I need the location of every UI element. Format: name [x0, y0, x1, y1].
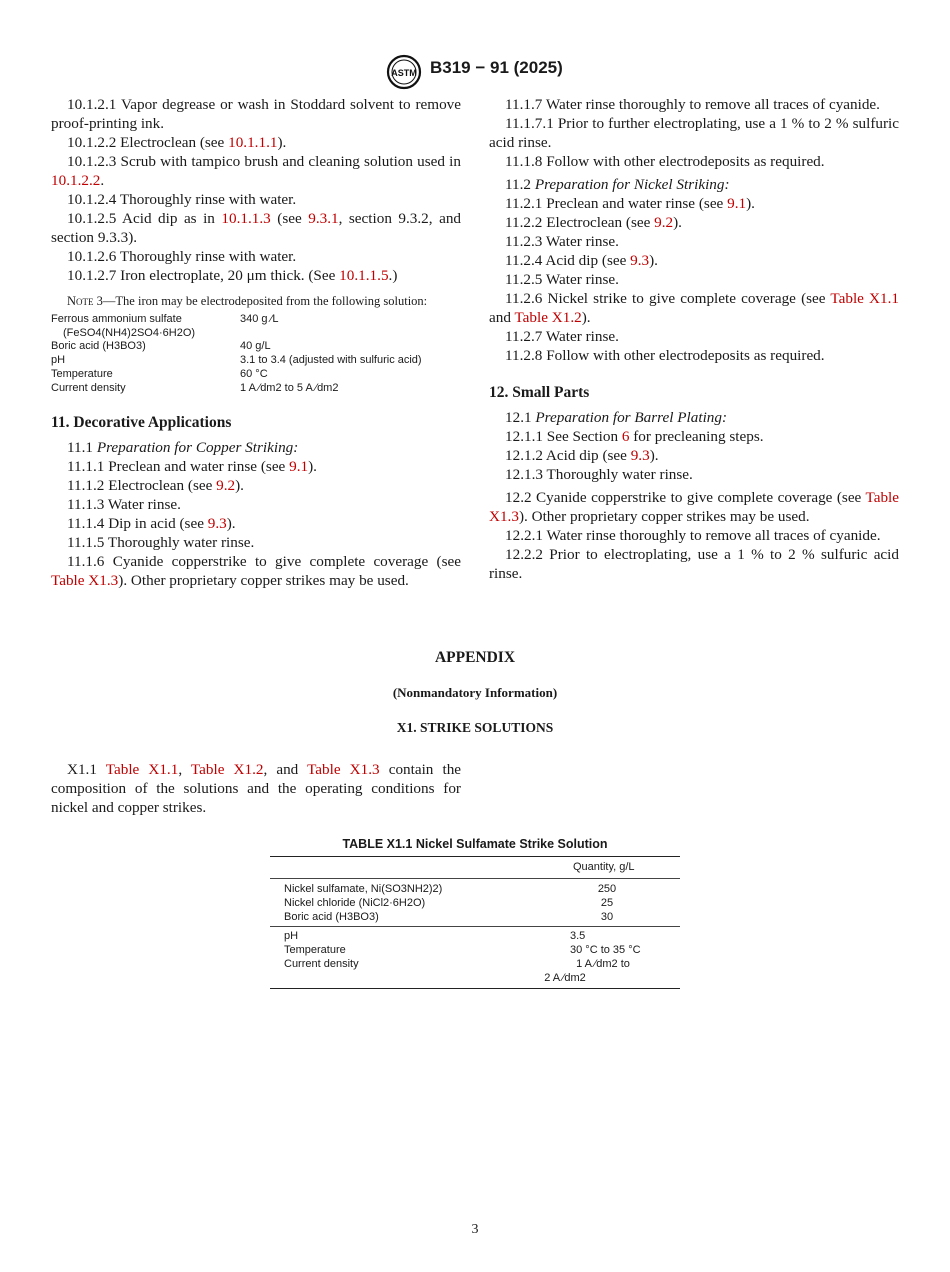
table-row: Temperature 30 °C to 35 °C: [284, 944, 641, 956]
ref-link[interactable]: Table X1.1: [105, 761, 179, 778]
para-x1-1: X1.1 Table X1.1, Table X1.2, and Table X1.3 contain the composition of the solutions and the operating conditions for nickel and copper strikes.: [51, 761, 462, 816]
ref-link[interactable]: 9.1: [727, 195, 747, 212]
table-row: Temperature 60 °C: [51, 367, 268, 380]
table-row: Nickel sulfamate, Ni(SO3NH2)2) 250: [284, 883, 617, 895]
svg-text:ASTM: ASTM: [391, 68, 417, 78]
astm-logo-icon: [386, 54, 422, 90]
ref-link[interactable]: 10.1.1.3: [221, 210, 271, 227]
table-row: Nickel chloride (NiCl2·6H2O) 25: [284, 897, 614, 909]
page-header: [0, 56, 950, 86]
para-11-1-6: 11.1.6 Cyanide copperstrike to give complete coverage (see Table X1.3). Other proprietary copper strikes may be used.: [51, 553, 461, 590]
para-12-2-1: 12.2.1 Water rinse thoroughly to remove all traces of cyanide.: [505, 527, 881, 544]
section-11-heading: 11. Decorative Applications: [51, 414, 232, 432]
para-11-2-1: 11.2.1 Preclean and water rinse (see 9.1).: [505, 195, 755, 212]
para-12-1: 12.1 Preparation for Barrel Plating:: [505, 409, 728, 426]
table-row: Current density 1 A ⁄dm2 to: [284, 958, 630, 970]
para-12-2: 12.2 Cyanide copperstrike to give complete coverage (see Table X1.3). Other proprietary copper strikes may be used.: [489, 489, 899, 525]
document-id: B319 − 91 (2025): [430, 58, 563, 77]
ref-link[interactable]: 9.1: [289, 458, 309, 476]
ref-link[interactable]: Table X1.2: [190, 761, 264, 778]
ref-link[interactable]: 10.1.2.2: [51, 172, 101, 189]
ref-link[interactable]: Table X1.2: [514, 309, 582, 326]
para-11-2-8: 11.2.8 Follow with other electrodeposits as required.: [505, 347, 825, 364]
para-11-1: 11.1 Preparation for Copper Striking:: [67, 439, 299, 457]
appendix-title: APPENDIX: [434, 649, 516, 666]
column-header: Quantity, g/L: [573, 861, 635, 873]
para-11-2-5: 11.2.5 Water rinse.: [505, 271, 619, 288]
para-10-1-2-5: 10.1.2.5 Acid dip as in 10.1.1.3 (see 9.3.1, section 9.3.2, and section 9.3.3).: [51, 210, 462, 246]
para-11-1-8: 11.1.8 Follow with other electrodeposits as required.: [505, 153, 825, 170]
table-row: pH 3.1 to 3.4 (adjusted with sulfuric acid): [51, 354, 422, 367]
table-caption: TABLE X1.1 Nickel Sulfamate Strike Solution: [342, 837, 608, 851]
para-11-1-4: 11.1.4 Dip in acid (see 9.3).: [67, 515, 236, 533]
table-row: pH 3.5: [284, 930, 586, 942]
note-solution-table: [51, 313, 461, 395]
ref-link[interactable]: Table X1.3: [307, 761, 380, 778]
para-11-2-6: 11.2.6 Nickel strike to give complete coverage (see Table X1.1 and Table X1.2).: [489, 290, 899, 326]
para-11-2-3: 11.2.3 Water rinse.: [505, 233, 619, 250]
ref-link[interactable]: Table X1.3: [489, 489, 899, 525]
para-12-1-2: 12.1.2 Acid dip (see 9.3).: [505, 447, 659, 464]
para-11-1-3: 11.1.3 Water rinse.: [67, 496, 181, 514]
para-10-1-2-2: 10.1.2.2 Electroclean (see 10.1.1.1).: [67, 134, 287, 151]
para-12-1-3: 12.1.3 Thoroughly water rinse.: [505, 466, 693, 483]
table-row: Current density 1 A ⁄dm2 to 5 A ⁄dm2: [51, 381, 339, 394]
table-row: Ferrous ammonium sulfate 340 g ⁄L: [51, 313, 279, 325]
ref-link[interactable]: 9.2: [216, 477, 236, 495]
section-12-heading: 12. Small Parts: [489, 384, 590, 401]
para-11-1-2: 11.1.2 Electroclean (see 9.2).: [67, 477, 244, 495]
conditions-group: [270, 926, 680, 988]
appendix-section-heading: X1. STRIKE SOLUTIONS: [396, 720, 554, 735]
para-11-1-7: 11.1.7 Water rinse thoroughly to remove all traces of cyanide.: [505, 96, 880, 113]
para-10-1-2-1: 10.1.2.1 Vapor degrease or wash in Stoddard solvent to remove proof-printing ink.: [51, 96, 461, 132]
ref-link[interactable]: 6: [621, 428, 630, 445]
ref-link[interactable]: 9.3: [207, 515, 227, 533]
left-column: [51, 95, 461, 590]
para-12-2-2: 12.2.2 Prior to electroplating, use a 1 % to 2 % sulfuric acid rinse.: [489, 546, 899, 582]
ref-link[interactable]: 9.2: [654, 214, 674, 231]
para-11-1-1: 11.1.1 Preclean and water rinse (see 9.1).: [67, 458, 317, 476]
para-11-2-2: 11.2.2 Electroclean (see 9.2).: [505, 214, 682, 231]
table-row: Boric acid (H3BO3) 40 g/L: [51, 340, 271, 353]
table-header: [270, 857, 680, 879]
appendix-subtitle: (Nonmandatory Information): [392, 685, 558, 700]
ref-link[interactable]: Table X1.3: [51, 572, 119, 590]
ref-link[interactable]: 9.3.1: [308, 210, 339, 227]
para-11-2-7: 11.2.7 Water rinse.: [505, 328, 619, 345]
ref-link[interactable]: 9.3: [630, 252, 650, 269]
strike-solution-table: [270, 856, 680, 989]
composition-group: [270, 879, 680, 926]
ref-link[interactable]: 10.1.1.1: [228, 134, 278, 151]
ref-link[interactable]: 10.1.1.5: [339, 267, 389, 284]
table-row: (FeSO4(NH4)2SO4·6H2O): [63, 326, 196, 339]
para-11-2-4: 11.2.4 Acid dip (see 9.3).: [505, 252, 658, 269]
ref-link[interactable]: Table X1.1: [830, 290, 899, 307]
right-column: [489, 95, 899, 583]
para-11-2: 11.2 Preparation for Nickel Striking:: [505, 176, 730, 193]
table-row: Boric acid (H3BO3) 30: [284, 911, 614, 923]
para-10-1-2-4: 10.1.2.4 Thoroughly rinse with water.: [67, 191, 297, 208]
para-10-1-2-3: 10.1.2.3 Scrub with tampico brush and cleaning solution used in 10.1.2.2.: [51, 153, 461, 189]
para-11-1-7-1: 11.1.7.1 Prior to further electroplating, use a 1 % to 2 % sulfuric acid rinse.: [489, 115, 899, 151]
page-number: 3: [471, 1222, 479, 1237]
para-10-1-2-7: 10.1.2.7 Iron electroplate, 20 μm thick. (See 10.1.1.5.): [67, 267, 398, 284]
note-3: Note 3—The iron may be electrodeposited from the following solution:: [67, 294, 428, 308]
para-10-1-2-6: 10.1.2.6 Thoroughly rinse with water.: [67, 248, 297, 265]
ref-link[interactable]: 9.3: [630, 447, 650, 464]
table-row: 2 A ⁄dm2: [544, 972, 586, 984]
para-11-1-5: 11.1.5 Thoroughly water rinse.: [67, 534, 255, 552]
para-12-1-1: 12.1.1 See Section 6 for precleaning steps.: [505, 428, 764, 445]
